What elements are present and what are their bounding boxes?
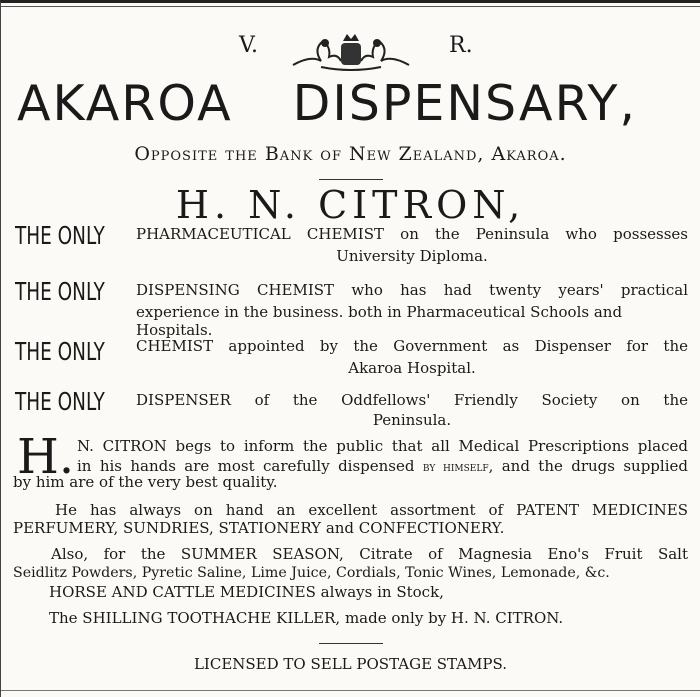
stock-line-2: PERFUMERY, SUNDRIES, STATIONERY and CONFECTIONERY. bbox=[13, 519, 505, 537]
title-word-dispensary: DISPENSARY, bbox=[292, 75, 637, 132]
header-r: R. bbox=[449, 33, 473, 58]
claim-lead: THE ONLY bbox=[15, 337, 105, 366]
divider bbox=[319, 179, 383, 180]
claim-continuation: Peninsula. bbox=[372, 411, 452, 429]
claim-lead: THE ONLY bbox=[15, 277, 105, 306]
summer-line-4: The SHILLING TOOTHACHE KILLER, made only by H. N. CITRON. bbox=[49, 609, 564, 627]
prescriptions-line-1: N. CITRON begs to inform the public that all Medical Prescriptions placed bbox=[77, 437, 688, 455]
proprietor-name: H. N. CITRON, bbox=[175, 183, 526, 227]
title-word-akaroa: AKAROA bbox=[17, 75, 233, 132]
claim-line: DISPENSING CHEMIST who has had twenty years' practical bbox=[136, 281, 688, 299]
claim-continuation: experience in the business. both in Pharmaceutical Schools and Hospitals. bbox=[136, 303, 623, 339]
claim-lead: THE ONLY bbox=[15, 387, 105, 416]
summer-line-3: HORSE AND CATTLE MEDICINES always in Stock, bbox=[49, 583, 444, 601]
prescriptions-text: in his hands are most carefully dispensed bbox=[77, 457, 415, 475]
dispensary-title bbox=[17, 75, 700, 132]
header-v: V. bbox=[239, 33, 259, 58]
drop-cap: H. bbox=[17, 429, 75, 485]
royal-coat-of-arms-icon bbox=[291, 31, 411, 71]
claim-lead: THE ONLY bbox=[15, 221, 105, 250]
top-border bbox=[1, 6, 700, 7]
claim-line: CHEMIST appointed by the Government as Dispenser for the bbox=[136, 337, 688, 355]
prescriptions-text: , and the drugs supplied bbox=[488, 457, 688, 475]
bottom-border bbox=[1, 690, 700, 691]
stock-line-1: He has always on hand an excellent assortment of PATENT MEDICINES bbox=[55, 501, 688, 519]
postage-footer: LICENSED TO SELL POSTAGE STAMPS. bbox=[193, 655, 508, 673]
by-himself-text: by himself bbox=[422, 460, 489, 475]
prescriptions-line-3: by him are of the very best quality. bbox=[13, 473, 278, 491]
summer-line-1: Also, for the SUMMER SEASON, Citrate of Magnesia Eno's Fruit Salt bbox=[51, 545, 688, 563]
claim-line: PHARMACEUTICAL CHEMIST on the Peninsula who possesses bbox=[136, 225, 688, 243]
claim-continuation: Akaroa Hospital. bbox=[348, 359, 476, 377]
divider bbox=[319, 643, 383, 644]
location-line: Opposite the Bank of New Zealand, Akaroa. bbox=[134, 143, 567, 165]
claim-line: DISPENSER of the Oddfellows' Friendly Society on the bbox=[136, 391, 688, 409]
summer-line-2: Seidlitz Powders, Pyretic Saline, Lime Juice, Cordials, Tonic Wines, Lemonade, &c. bbox=[13, 565, 610, 581]
claim-continuation: University Diploma. bbox=[336, 247, 488, 265]
